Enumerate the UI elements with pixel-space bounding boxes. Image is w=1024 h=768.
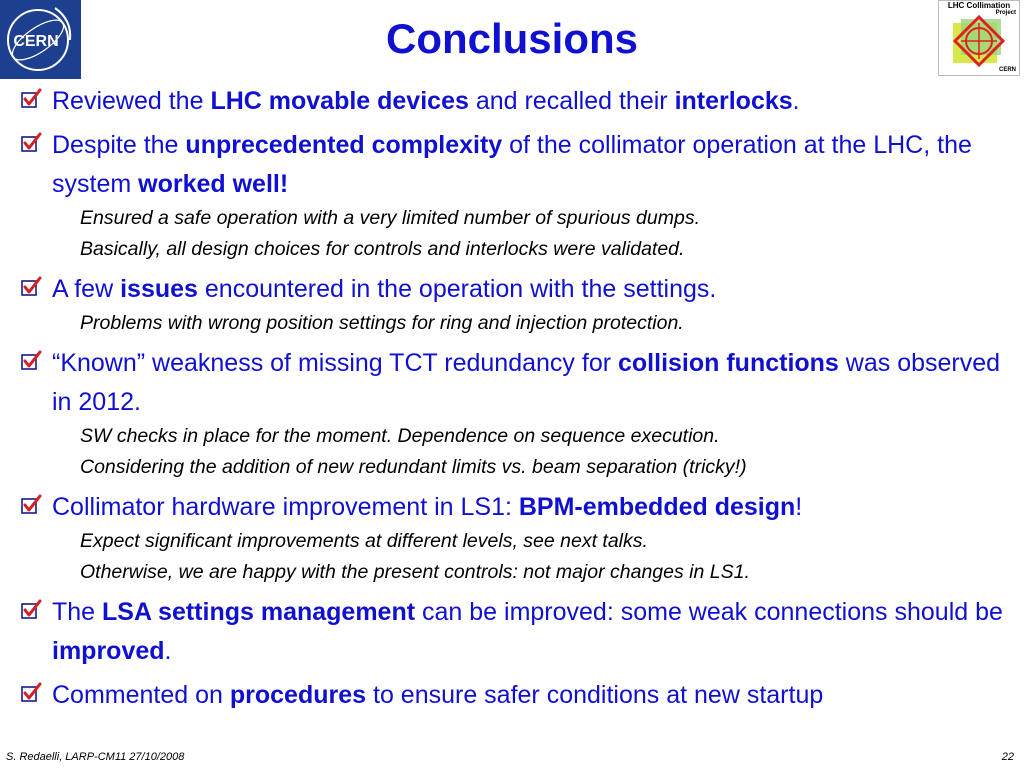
bullet-run: Reviewed the [52,87,211,115]
cern-logo-text: CERN [13,33,59,50]
bullet-run: . [792,87,800,115]
bullet-text [52,676,1016,715]
bullet-run: of the collimator operation at the LHC, the system [52,131,972,198]
bullet-emphasis: improved [52,637,165,665]
bullet-text [52,488,1016,527]
sub-point-list [52,203,1016,265]
checkbox-checked-icon [20,276,42,298]
bullet-item [0,593,1024,671]
sub-point: Ensured a safe operation with a very limited number of spurious dumps. [80,207,700,229]
slide-title: Conclusions [385,15,639,62]
bullet-emphasis: procedures [229,681,367,709]
bullet-item [0,82,1024,121]
footer-text: S. Redaelli, LARP-CM11 27/10/2008 [6,751,185,763]
checkbox-checked-icon [20,350,42,372]
page-number: 22 [1001,751,1014,763]
bullet-emphasis: worked well! [138,170,289,198]
bullet-run: Commented on [52,681,230,709]
checkbox-checked-icon [20,494,42,516]
bullet-run: The [52,598,103,626]
bullet-run: Despite the [52,131,186,159]
bullet-emphasis: collision functions [618,349,839,377]
sub-point: Problems with wrong position settings for ring and injection protection. [80,312,684,334]
sub-point: SW checks in place for the moment. Dependence on sequence execution. [80,425,720,447]
bullet-emphasis: unprecedented complexity [185,131,503,159]
bullet-run: Collimator hardware improvement in LS1: [52,493,519,521]
sub-point: Expect significant improvements at different levels, see next talks. [80,530,648,552]
bullet-item [0,676,1024,715]
checkbox-checked-icon [20,132,42,154]
bullet-emphasis: interlocks [674,87,793,115]
bullet-emphasis: LHC movable devices [210,87,469,115]
bullet-run: encountered in the operation with the settings. [197,275,717,303]
bullet-text [52,82,1016,121]
bullet-run: ! [795,493,803,521]
sub-point-list [52,526,1016,588]
bullet-run: . [164,637,172,665]
bullet-item [0,344,1024,483]
bullet-run: was observed in 2012. [52,349,1001,416]
bullet-emphasis: LSA settings management [102,598,416,626]
bullet-text [52,593,1016,671]
checkbox-checked-icon [20,88,42,110]
sub-point: Considering the addition of new redundant limits vs. beam separation (tricky!) [80,456,747,478]
bullet-run: A few [52,275,121,303]
sub-point: Otherwise, we are happy with the present controls: not major changes in LS1. [80,561,750,583]
sub-point-list [52,421,1016,483]
lhc-logo-line1: LHC Collimation [947,1,1011,10]
sub-point-list [52,308,1016,339]
bullet-text [52,126,1016,204]
bullet-emphasis: issues [120,275,198,303]
bullet-text [52,344,1016,422]
bullet-run: and recalled their [468,87,675,115]
lhc-logo-line2: Project [995,10,1016,16]
bullet-item [0,488,1024,588]
bullet-item [0,126,1024,265]
bullet-emphasis: BPM-embedded design [518,493,796,521]
bullet-run: to ensure safer conditions at new startup [366,681,824,709]
checkbox-checked-icon [20,599,42,621]
sub-point: Basically, all design choices for controls and interlocks were validated. [80,238,685,260]
bullet-run: “Known” weakness of missing TCT redundancy for [52,349,618,377]
lhc-logo-line3: CERN [998,67,1016,73]
bullet-run: can be improved: some weak connections should be [415,598,1003,626]
bullet-item [0,270,1024,339]
bullet-text [52,270,1016,309]
checkbox-checked-icon [20,682,42,704]
bullet-list [0,82,1024,715]
